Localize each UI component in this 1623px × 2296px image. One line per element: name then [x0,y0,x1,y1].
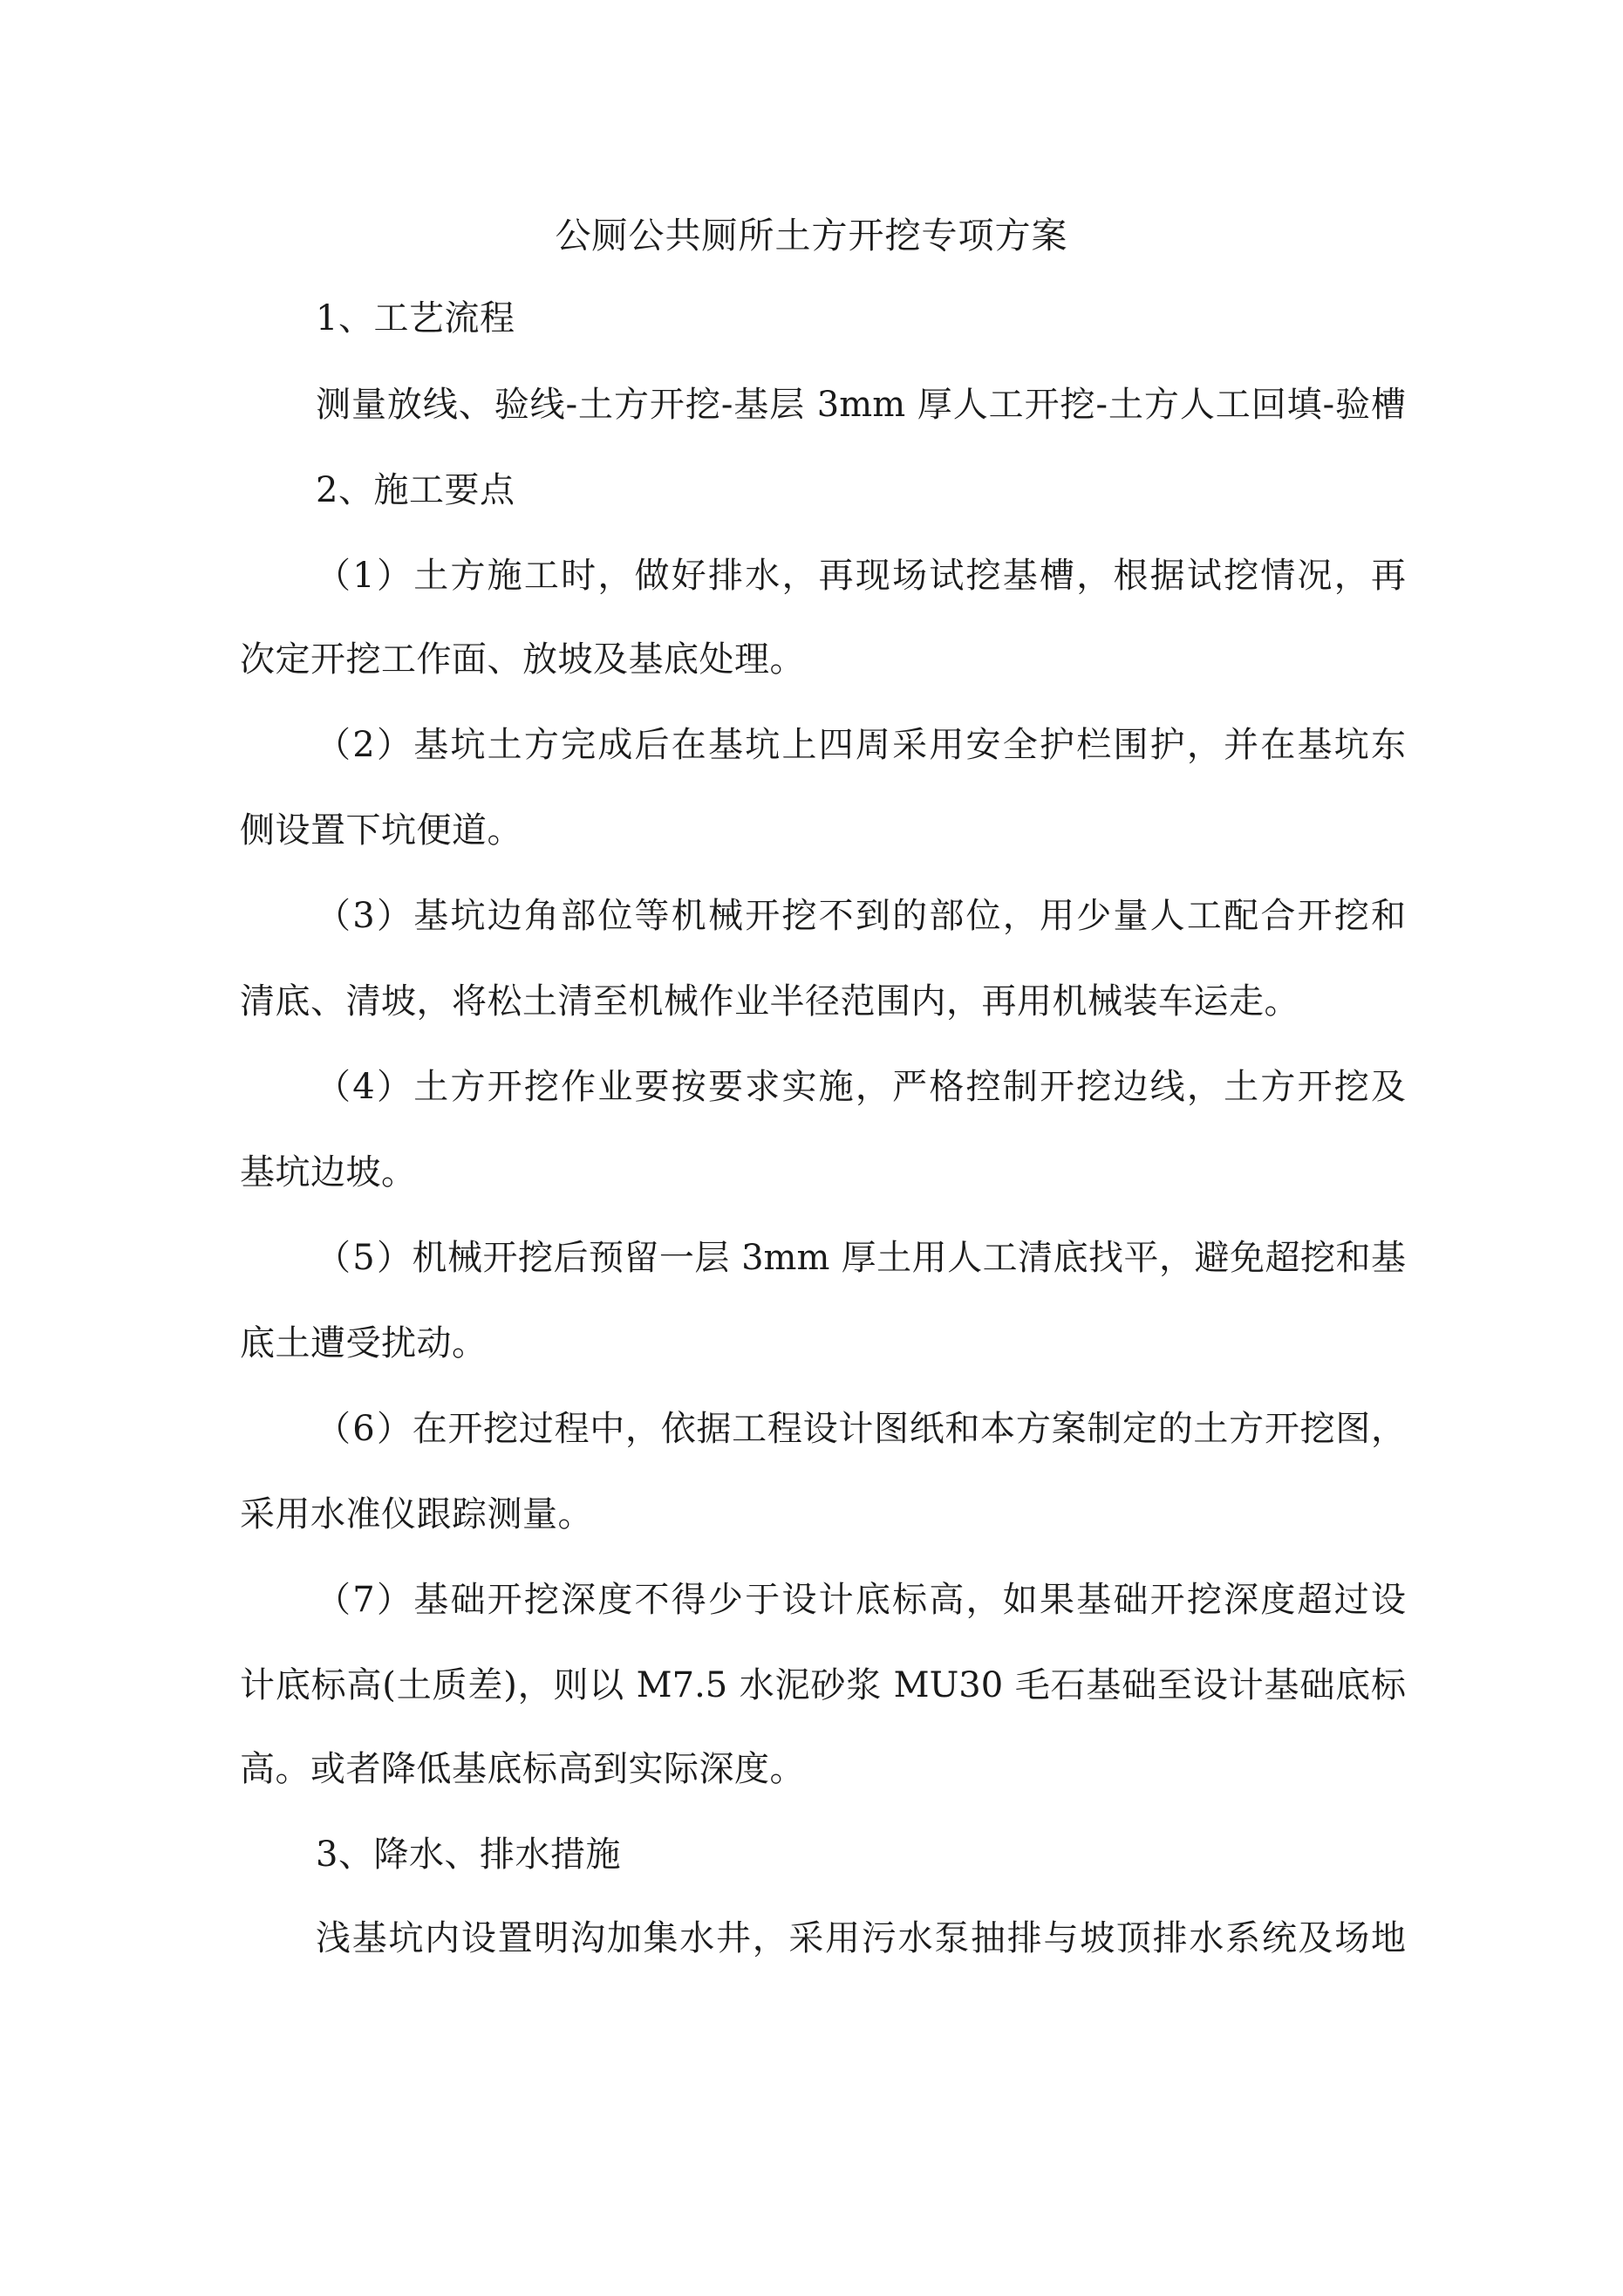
list-item-1-text: 土方施工时，做好排水，再现场试挖基槽，根据试挖情况，再 [412,556,1406,596]
list-item-6-number: （6） [316,1409,412,1449]
list-item-5-line1 [316,1233,1406,1282]
list-item-1-line1 [316,551,1406,600]
section-heading-1: 1、工艺流程 [316,298,515,338]
list-item-3-number: （3） [316,896,412,936]
list-item-5-line2: 底土遭受扰动。 [240,1323,488,1363]
list-item-7-number: （7） [316,1580,412,1620]
process-flow-text: 测量放线、验线-土方开挖-基层 3mm 厚人工开挖-土方人工回填-验槽 [316,385,1406,425]
list-item-1-line2: 次定开挖工作面、放坡及基底处理。 [240,639,805,680]
list-item-6-line2: 采用水准仪跟踪测量。 [240,1494,593,1534]
list-item-2-number: （2） [316,725,412,765]
list-item-4-text: 土方开挖作业要按要求实施，严格控制开挖边线，土方开挖及 [412,1067,1406,1107]
list-item-2-line2: 侧设置下坑便道。 [240,810,522,851]
list-item-1-number: （1） [316,556,412,596]
list-item-6-line1 [316,1404,1406,1453]
document-title: 公厕公共厕所土方开挖专项方案 [555,215,1068,256]
section-heading-2: 2、施工要点 [316,470,515,510]
list-item-7-line2: 计底标高(土质差)，则以 M7.5 水泥砂浆 MU30 毛石基础至设计基础底标 [240,1665,1406,1705]
list-item-7-line3: 高。或者降低基底标高到实际深度。 [240,1749,805,1789]
list-item-6-text: 在开挖过程中，依据工程设计图纸和本方案制定的土方开挖图， [412,1409,1406,1449]
list-item-7-line1 [316,1575,1406,1624]
list-item-4-line1 [316,1063,1406,1111]
list-item-4-line2: 基坑边坡。 [240,1152,417,1192]
drainage-text: 浅基坑内设置明沟加集水井，采用污水泵抽排与坡顶排水系统及场地 [316,1918,1406,1958]
section-heading-3: 3、降水、排水措施 [316,1835,621,1875]
list-item-5-number: （5） [316,1238,412,1278]
list-item-3-line2: 清底、清坡，将松土清至机械作业半径范围内，再用机械装车运走。 [240,981,1299,1022]
list-item-2-line1 [316,721,1406,769]
list-item-3-line1 [316,892,1406,940]
list-item-5-text: 机械开挖后预留一层 3mm 厚土用人工清底找平，避免超挖和基 [412,1238,1406,1278]
list-item-4-number: （4） [316,1067,412,1107]
list-item-3-text: 基坑边角部位等机械开挖不到的部位，用少量人工配合开挖和 [412,896,1406,936]
list-item-7-text: 基础开挖深度不得少于设计底标高，如果基础开挖深度超过设 [412,1580,1406,1620]
list-item-2-text: 基坑土方完成后在基坑上四周采用安全护栏围护，并在基坑东 [412,725,1406,765]
